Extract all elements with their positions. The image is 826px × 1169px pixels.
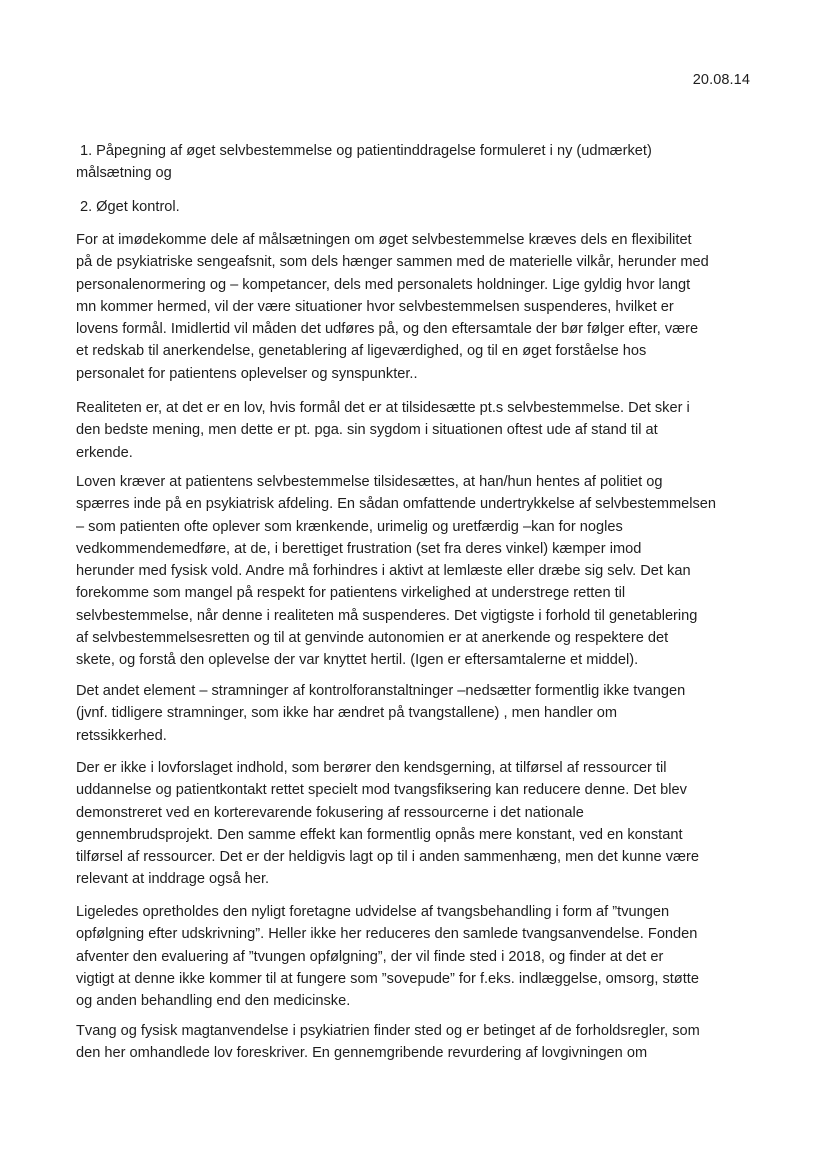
- paragraph-line: mn kommer hermed, vil der være situationer hvor selvbestemmelsen suspenderes, hvilket er: [76, 298, 674, 315]
- paragraph-line: uddannelse og patientkontakt rettet specielt mod tvangsfiksering kan reducere denne. Det blev: [76, 782, 687, 799]
- paragraph-line: Det andet element – stramninger af kontrolforanstaltninger –nedsætter formentlig ikke tvangen: [76, 683, 686, 699]
- paragraph-line: opfølgning efter udskrivning”. Heller ikke her reduceres den samlede tvangsanvendelse. Fonden: [76, 926, 698, 943]
- paragraph-line: (jvnf. tidligere stramninger, som ikke har ændret på tvangstallene) , men handler om: [76, 705, 618, 722]
- paragraph-line: den bedste mening, men dette er pt. pga. sin sygdom i situationen oftest ude af stand til at: [76, 422, 658, 439]
- paragraph-6: [76, 901, 766, 1012]
- paragraph-line: Ligeledes opretholdes den nyligt foretagne udvidelse af tvangsbehandling i form af ”tvungen: [76, 904, 670, 920]
- paragraph-line: vedkommendemedføre, at de, i berettiget frustration (set fra deres vinkel) kæmper imod: [76, 540, 642, 557]
- paragraph-line: Tvang og fysisk magtanvendelse i psykiatrien finder sted og er betinget af de forholdsregler, som: [76, 1023, 700, 1039]
- paragraph-line: Realiteten er, at det er en lov, hvis formål det er at tilsidesætte pt.s selvbestemmelse. Det sker i: [76, 400, 690, 416]
- document-date: 20.08.14: [692, 72, 750, 88]
- item-number: 2.: [80, 199, 93, 215]
- paragraph-line: afventer den evaluering af ”tvungen opfølgning”, der vil finde sted i 2018, og finder at det er: [76, 948, 664, 965]
- paragraph-line: et redskab til anerkendelse, genetablering af ligeværdighed, og til en øget forståelse hos: [76, 343, 647, 360]
- paragraph-line: demonstreret ved en korterevarende fokusering af ressourcerne i det nationale: [76, 804, 584, 821]
- paragraph-line: tilførsel af ressourcer. Det er der heldigvis lagt op til i anden sammenhæng, men det kunne være: [76, 849, 699, 866]
- paragraph-3: [76, 471, 766, 672]
- paragraph-line: på de psykiatriske sengeafsnit, som dels hænger sammen med de materielle vilkår, herunder med: [76, 254, 709, 271]
- paragraph-line: spærres inde på en psykiatrisk afdeling. En sådan omfattende undertrykkelse af selvbestemmelsen: [76, 496, 717, 513]
- item-text: Påpegning af øget selvbestemmelse og patientinddragelse formuleret i ny (udmærket): [96, 143, 652, 159]
- item-line: [80, 196, 760, 218]
- paragraph-line: retssikkerhed.: [76, 727, 167, 744]
- paragraph-line: personalet for patientens oplevelser og synspunkter..: [76, 365, 418, 382]
- paragraph-line: Der er ikke i lovforslaget indhold, som berører den kendsgerning, at tilførsel af ressourcer til: [76, 760, 667, 776]
- paragraph-line: For at imødekomme dele af målsætningen om øget selvbestemmelse kræves dels en flexibilitet: [76, 232, 692, 248]
- paragraph-line: personalenormering og – kompetancer, dels med personalets holdninger. Lige gyldig hvor langt: [76, 276, 691, 293]
- paragraph-line: vigtigt at denne ikke kommer til at fungere som ”sovepude” for f.eks. indlæggelse, omsorg, støtte: [76, 970, 699, 987]
- paragraph-line: – som patienten ofte oplever som krænkende, urimelig og uretfærdig –kan for nogles: [76, 518, 623, 535]
- paragraph-line: den her omhandlede lov foreskriver. En gennemgribende revurdering af lovgivningen om: [76, 1045, 648, 1062]
- item-text: Øget kontrol.: [96, 199, 180, 215]
- paragraph-line: relevant at inddrage også her.: [76, 871, 270, 888]
- paragraph-5: [76, 757, 766, 891]
- paragraph-4: [76, 680, 766, 747]
- item-line: [80, 140, 760, 162]
- paragraph-2: [76, 397, 766, 464]
- paragraph-line: Loven kræver at patientens selvbestemmelse tilsidesættes, at han/hun hentes af politiet og: [76, 474, 663, 490]
- paragraph-line: selvbestemmelse, når denne i realiteten må suspenderes. Det vigtigste i forhold til genetablering: [76, 607, 698, 624]
- paragraph-line: af selvbestemmelsesretten og til at genvinde autonomien er at anerkende og respektere det: [76, 630, 669, 647]
- paragraph-line: gennembrudsprojekt. Den samme effekt kan formentlig opnås mere konstant, ved en konstant: [76, 826, 683, 843]
- item-line: målsætning og: [76, 165, 172, 182]
- paragraph-line: forekomme som mangel på respekt for patientens virkelighed at understrege retten til: [76, 585, 626, 602]
- paragraph-line: og anden behandling end den medicinske.: [76, 993, 351, 1010]
- paragraph-line: lovens formål. Imidlertid vil måden det udføres på, og den eftersamtale der bør følger efter, være: [76, 321, 699, 338]
- paragraph-line: skete, og forstå den oplevelse der var knyttet hertil. (Igen er eftersamtalerne et middel).: [76, 652, 639, 669]
- item-number: 1.: [80, 143, 93, 159]
- paragraph-1: [76, 229, 766, 385]
- numbered-item-1: [76, 140, 760, 185]
- paragraph-line: herunder med fysisk vold. Andre må forhindres i aktivt at lemlæste eller dræbe sig selv. Det kan: [76, 563, 691, 580]
- paragraph-line: erkende.: [76, 444, 133, 461]
- numbered-item-2: [80, 196, 760, 218]
- paragraph-7: [76, 1020, 766, 1065]
